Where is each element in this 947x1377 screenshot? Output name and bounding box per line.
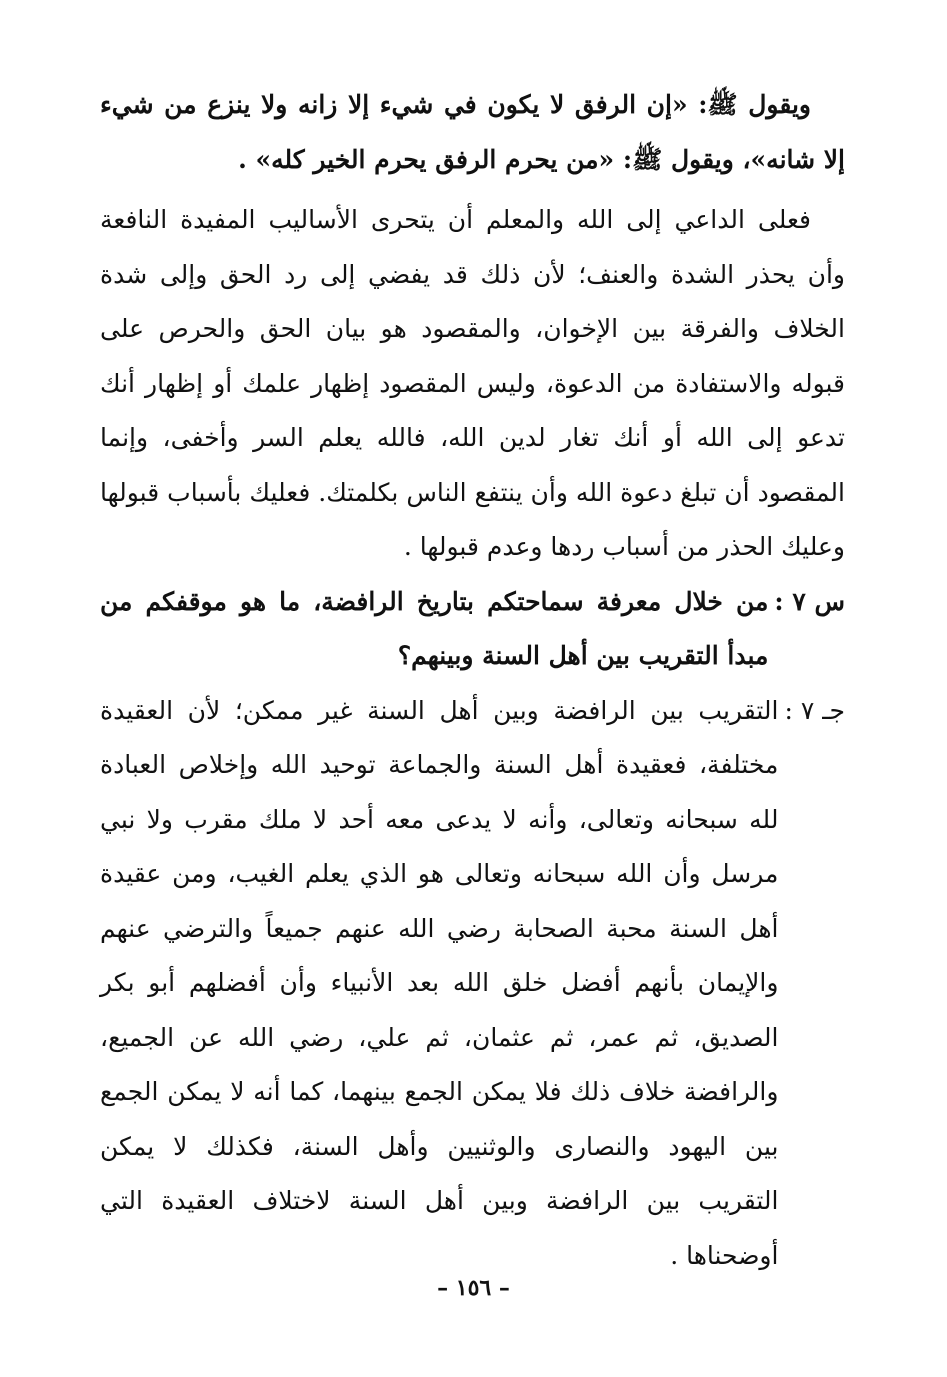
hadith-paragraph: ويقول ﷺ: «إن الرفق لا يكون في شيء إلا زانه ولا ينزع من شيء إلا شانه»، ويقول ﷺ: «من يحرم الرفق يحرم الخير كله» . <box>100 90 845 174</box>
page-body <box>100 78 845 1283</box>
answer-marker: جـ ٧ : <box>784 695 845 725</box>
answer-block <box>100 684 845 1284</box>
answer-text: التقريب بين الرافضة وبين أهل السنة غير ممكن؛ لأن العقيدة مختلفة، فعقيدة أهل السنة والجماعة توحيد الله وإخلاص العبادة لله سبحانه وتعالى، وأنه لا يدعى معه أحد لا ملك مقرب ولا نبي مرسل وأن الله سبحانه وتعالى هو الذي يعلم الغيب، ومن عقيدة أهل السنة محبة الصحابة رضي الله عنهم جميعاً والترضي عنهم والإيمان بأنهم أفضل خلق الله بعد الأنبياء وأن أفضلهم أبو بكر الصديق، ثم عمر، ثم عثمان، ثم علي، رضي الله عن الجميع، والرافضة خلاف ذلك فلا يمكن الجمع بينهما، كما أنه لا يمكن الجمع بين اليهود والنصارى والوثنيين وأهل السنة، فكذلك لا يمكن التقريب بين الرافضة وبين أهل السنة لاختلاف العقيدة التي أوضحناها . <box>100 695 779 1270</box>
page-number: – ١٥٦ – <box>437 1275 510 1301</box>
question-marker: س ٧ : <box>774 586 845 616</box>
question-text: من خلال معرفة سماحتكم بتاريخ الرافضة، ما هو موقفكم من مبدأ التقريب بين أهل السنة وبينهم؟ <box>100 586 769 670</box>
advice-paragraph: فعلى الداعي إلى الله والمعلم أن يتحرى الأساليب المفيدة النافعة وأن يحذر الشدة والعنف؛ لأن ذلك قد يفضي إلى رد الحق وإلى شدة الخلاف والفرقة بين الإخوان، والمقصود هو بيان الحق والحرص على قبوله والاستفادة من الدعوة، وليس المقصود إظهار علمك أو إظهار أنك تدعو إلى الله أو أنك تغار لدين الله، فالله يعلم السر وأخفى، وإنما المقصود أن تبلغ دعوة الله وأن ينتفع الناس بكلمتك. فعليك بأسباب قبولها وعليك الحذر من أسباب ردها وعدم قبولها . <box>100 205 845 561</box>
question-block <box>100 575 845 684</box>
